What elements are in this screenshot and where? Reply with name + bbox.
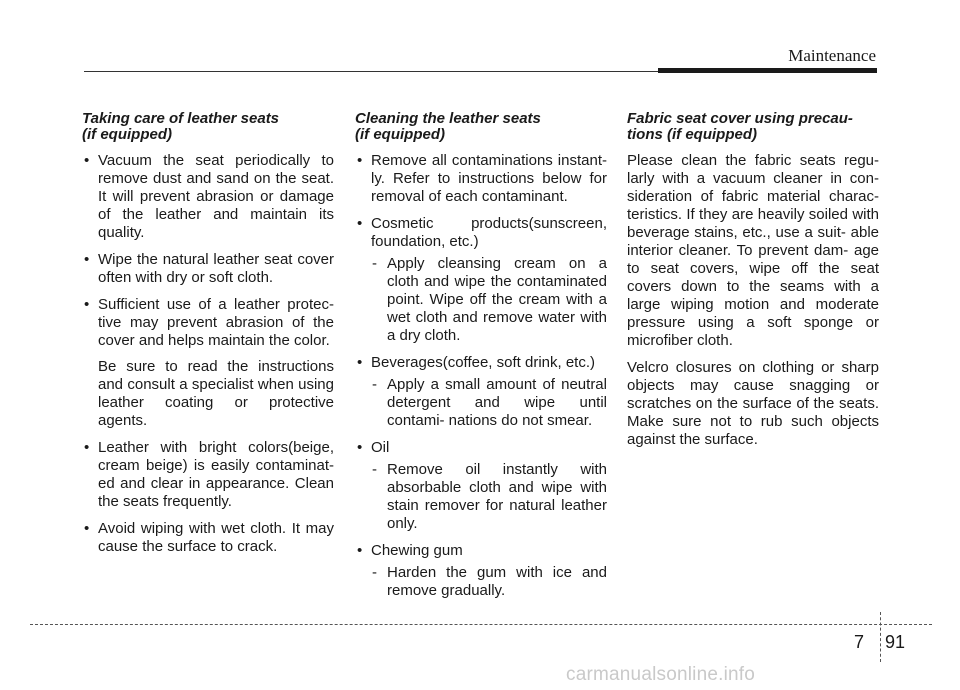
watermark: carmanualsonline.info	[566, 664, 756, 685]
list-item: • Wipe the natural leather seat cover often with dry or soft cloth.	[84, 251, 334, 286]
bullet-icon: •	[357, 215, 363, 232]
heading-leather-cleaning: Cleaning the leather seats (if equipped)	[355, 110, 541, 143]
bullet-icon: •	[357, 354, 363, 371]
list-item: • Cosmetic products(sunscreen, foundation, etc.) - Apply cleansing cream on a cloth and wipe the contaminated point. Wipe off the cream with a wet cloth and remove water with a dry cloth.	[357, 215, 607, 344]
list-item: • Remove all contaminations instant- ly. Refer to instructions below for removal of each contaminant.	[357, 152, 607, 205]
dash-icon: -	[372, 376, 377, 393]
bullet-icon: •	[84, 439, 90, 456]
heading-leather-care: Taking care of leather seats (if equipped)	[82, 110, 280, 143]
paragraph: Velcro closures on clothing or sharp objects may cause snagging or scratches on the surface of the seats. Make sure not to rub such objects against the surface.	[627, 359, 879, 448]
bullet-icon: •	[84, 520, 90, 537]
section-title: Maintenance	[788, 46, 876, 65]
dash-icon: -	[372, 461, 377, 478]
header-rule	[84, 71, 664, 72]
list-item: • Beverages(coffee, soft drink, etc.) - Apply a small amount of neutral detergent and wipe until contami- nations do not smear.	[357, 354, 607, 429]
bullet-icon: •	[84, 296, 90, 313]
list-item: • Vacuum the seat periodically to remove dust and sand on the seat. It will prevent abrasion or damage of the leather and maintain its quality.	[84, 152, 334, 241]
dash-icon: -	[372, 255, 377, 272]
bullet-icon: •	[357, 152, 363, 169]
page-number: 91	[885, 632, 906, 652]
bullet-icon: •	[84, 152, 90, 169]
list-item: • Sufficient use of a leather protec- tive may prevent abrasion of the cover and helps maintain the color. Be sure to read the instructions and consult a specialist when using leather coating or protective agents.	[84, 296, 334, 429]
column-fabric-seat	[627, 111, 879, 458]
list-item: • Leather with bright colors(beige, cream beige) is easily contaminat- ed and clear in appearance. Clean the seats frequently.	[84, 439, 334, 510]
bullet-icon: •	[84, 251, 90, 268]
list-item: • Avoid wiping with wet cloth. It may cause the surface to crack.	[84, 520, 334, 555]
header-rule-accent	[658, 68, 877, 73]
footer-divider	[30, 624, 932, 625]
list-item-continuation: Be sure to read the instructions and consult a specialist when using leather coating or protective agents.	[98, 358, 334, 429]
bullet-icon: •	[357, 542, 363, 559]
sub-item: - Apply cleansing cream on a cloth and wipe the contaminated point. Wipe off the cream with a wet cloth and remove water with a dry cloth.	[372, 255, 607, 344]
paragraph: Please clean the fabric seats regu- larly with a vacuum cleaner in con- sideration of fabric material charac- teristics. If they are heavily soiled with beverage stains, etc., use a suit- able interior cleaner. To prevent dam- age to seat covers, wipe off the seat covers down to the seams with a large wiping motion and moderate pressure using a soft sponge or microfiber cloth.	[627, 152, 879, 349]
column-leather-cleaning	[355, 111, 607, 609]
list-item: • Chewing gum - Harden the gum with ice and remove gradually.	[357, 542, 607, 599]
bullet-icon: •	[357, 439, 363, 456]
chapter-number: 7	[854, 632, 865, 652]
heading-fabric-seat: Fabric seat cover using precau- tions (if equipped)	[627, 110, 853, 143]
sub-item: - Remove oil instantly with absorbable cloth and wipe with stain remover for natural leather only.	[372, 461, 607, 532]
page-number-divider	[880, 612, 881, 662]
sub-item: - Apply a small amount of neutral detergent and wipe until contami- nations do not smear.	[372, 376, 607, 429]
list-item: • Oil - Remove oil instantly with absorbable cloth and wipe with stain remover for natural leather only.	[357, 439, 607, 532]
dash-icon: -	[372, 564, 377, 581]
sub-item: - Harden the gum with ice and remove gradually.	[372, 564, 607, 599]
column-leather-care	[82, 111, 334, 565]
